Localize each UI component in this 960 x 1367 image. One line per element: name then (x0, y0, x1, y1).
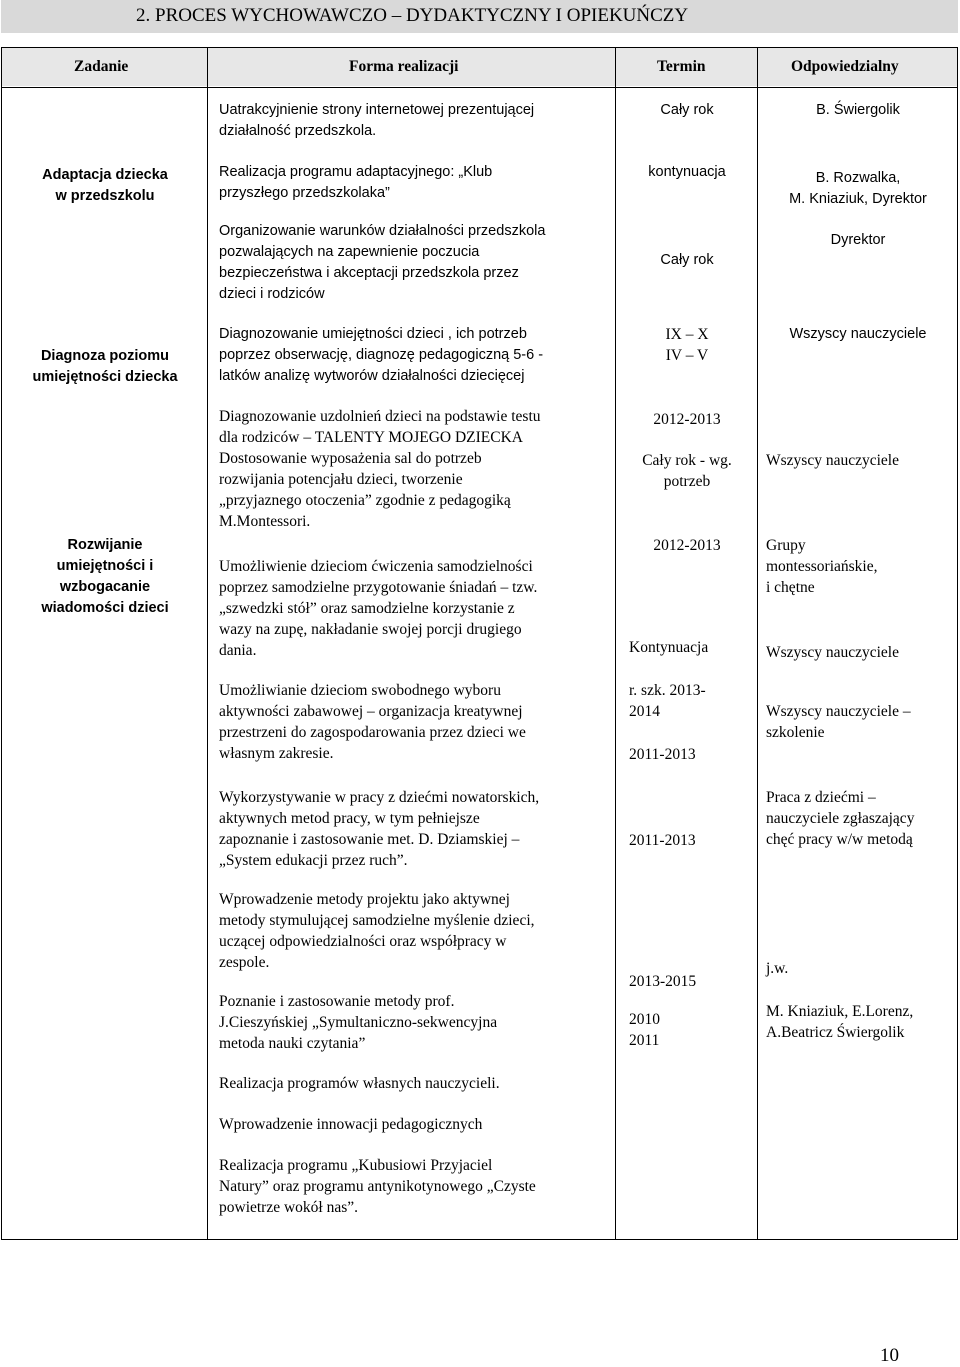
term-4: IX – X IV – V (665, 326, 709, 364)
header-form: Forma realizacji (349, 58, 459, 75)
form-independence: Umożliwienie dzieciom ćwiczenia samodzielności poprzez samodzielne przygotowanie śniadań – tzw. „szwedzki stół” oraz samodzielne korzystanie z wazy na zupę, nakładanie swojej porcji drugiego dania. (219, 558, 538, 659)
page-number: 10 (880, 1345, 899, 1366)
form-safety-conditions: Organizowanie warunków działalności przedszkola pozwalających na zapewnienie poczucia bezpieczeństwa i akceptacji przedszkola przez dzieci i rodziców (219, 223, 546, 302)
form-website: Uatrakcyjnienie strony internetowej prezentującej działalność przedszkola. (219, 102, 535, 139)
term-13: 2010 2011 (629, 1011, 660, 1049)
task-diagnosis: Diagnoza poziomu umiejętności dziecka (32, 348, 178, 385)
table-border-bottom (1, 1239, 958, 1240)
term-11: 2011-2013 (629, 832, 696, 849)
responsible-10: j.w. (766, 960, 789, 977)
responsible-8: Wszyscy nauczyciele – szkolenie (766, 703, 911, 741)
task-adaptation: Adaptacja dziecka w przedszkolu (42, 167, 168, 204)
term-8: Kontynuacja (629, 639, 709, 656)
form-nature-program: Realizacja programu „Kubusiowi Przyjaciel Natury” oraz programu antynikotynowego „Czyste powietrze wokół nas”. (219, 1157, 536, 1216)
responsible-2: B. Rozwalka, M. Kniaziuk, Dyrektor (789, 170, 927, 207)
table-column-divider (207, 47, 208, 1240)
table-border-right (957, 47, 958, 1240)
table-column-divider (615, 47, 616, 1240)
responsible-1: B. Świergolik (816, 102, 900, 118)
table-header-divider (1, 87, 958, 88)
task-development: Rozwijanie umiejętności i wzbogacanie wiadomości dzieci (41, 537, 169, 616)
term-9: r. szk. 2013- 2014 (629, 682, 706, 720)
responsible-5: Wszyscy nauczyciele (766, 452, 899, 469)
term-3: Cały rok (660, 252, 714, 268)
form-project-method: Wprowadzenie metody projektu jako aktywnej metody stymulującej samodzielne myślenie dzieci, uczącej odpowiedzialności oraz współpracy w zespole. (219, 891, 535, 971)
header-term: Termin (657, 58, 706, 75)
term-7: 2012-2013 (653, 537, 721, 554)
form-adaptation-program: Realizacja programu adaptacyjnego: „Klub przyszłego przedszkolaka” (219, 164, 493, 201)
form-innovative-methods: Wykorzystywanie w pracy z dziećmi nowatorskich, aktywnych metod pracy, w tym pełniejsze zapoznanie i zastosowanie met. D. Dziamskiej – „System edukacji przez ruch”. (219, 789, 540, 869)
responsible-11: M. Kniaziuk, E.Lorenz, A.Beatricz Świergolik (766, 1003, 914, 1041)
section-title: 2. PROCES WYCHOWAWCZO – DYDAKTYCZNY I OPIEKUŃCZY (136, 5, 689, 26)
term-1: Cały rok (660, 102, 714, 118)
table-column-divider (757, 47, 758, 1240)
header-task: Zadanie (74, 58, 129, 75)
term-5: 2012-2013 (653, 411, 721, 428)
responsible-7: Wszyscy nauczyciele (766, 644, 899, 661)
form-free-play: Umożliwianie dzieciom swobodnego wyboru aktywności zabawowej – organizacja kreatywnej przestrzeni do zagospodarowania przez dzieci we własnym zakresie. (219, 682, 526, 762)
form-talent-diagnosis: Diagnozowanie uzdolnień dzieci na podstawie testu dla rodziców – TALENTY MOJEGO DZIECKA Dostosowanie wyposażenia sal do potrzeb rozwijania potencjału dzieci, tworzenie „przyjaznego otoczenia” zgodnie z pedagogiką M.Montessori. (219, 408, 541, 530)
responsible-4: Wszyscy nauczyciele (789, 326, 927, 342)
form-own-programs: Realizacja programów własnych nauczycieli. (219, 1075, 500, 1092)
form-skills-diagnosis: Diagnozowanie umiejętności dzieci , ich potrzeb poprzez obserwację, diagnozę pedagogiczną 5-6 - latków analizę wytworów działalności dziecięcej (219, 326, 544, 384)
header-responsible: Odpowiedzialny (791, 58, 899, 75)
term-10: 2011-2013 (629, 746, 696, 763)
table-border-top (1, 47, 958, 48)
term-12: 2013-2015 (629, 973, 697, 990)
responsible-9: Praca z dziećmi – nauczyciele zgłaszający chęć pracy w/w metodą (766, 789, 915, 848)
table-border-left (1, 47, 2, 1240)
section-title-bar (1, 0, 958, 33)
form-innovations: Wprowadzenie innowacji pedagogicznych (219, 1116, 483, 1133)
form-reading-method: Poznanie i zastosowanie metody prof. J.Cieszyńskiej „Symultaniczno-sekwencyjna metoda nauki czytania” (219, 993, 498, 1052)
term-2: kontynuacja (648, 164, 726, 180)
term-6: Cały rok - wg. potrzeb (642, 452, 732, 490)
responsible-6: Grupy montessoriańskie, i chętne (766, 537, 878, 596)
responsible-3: Dyrektor (830, 232, 886, 248)
